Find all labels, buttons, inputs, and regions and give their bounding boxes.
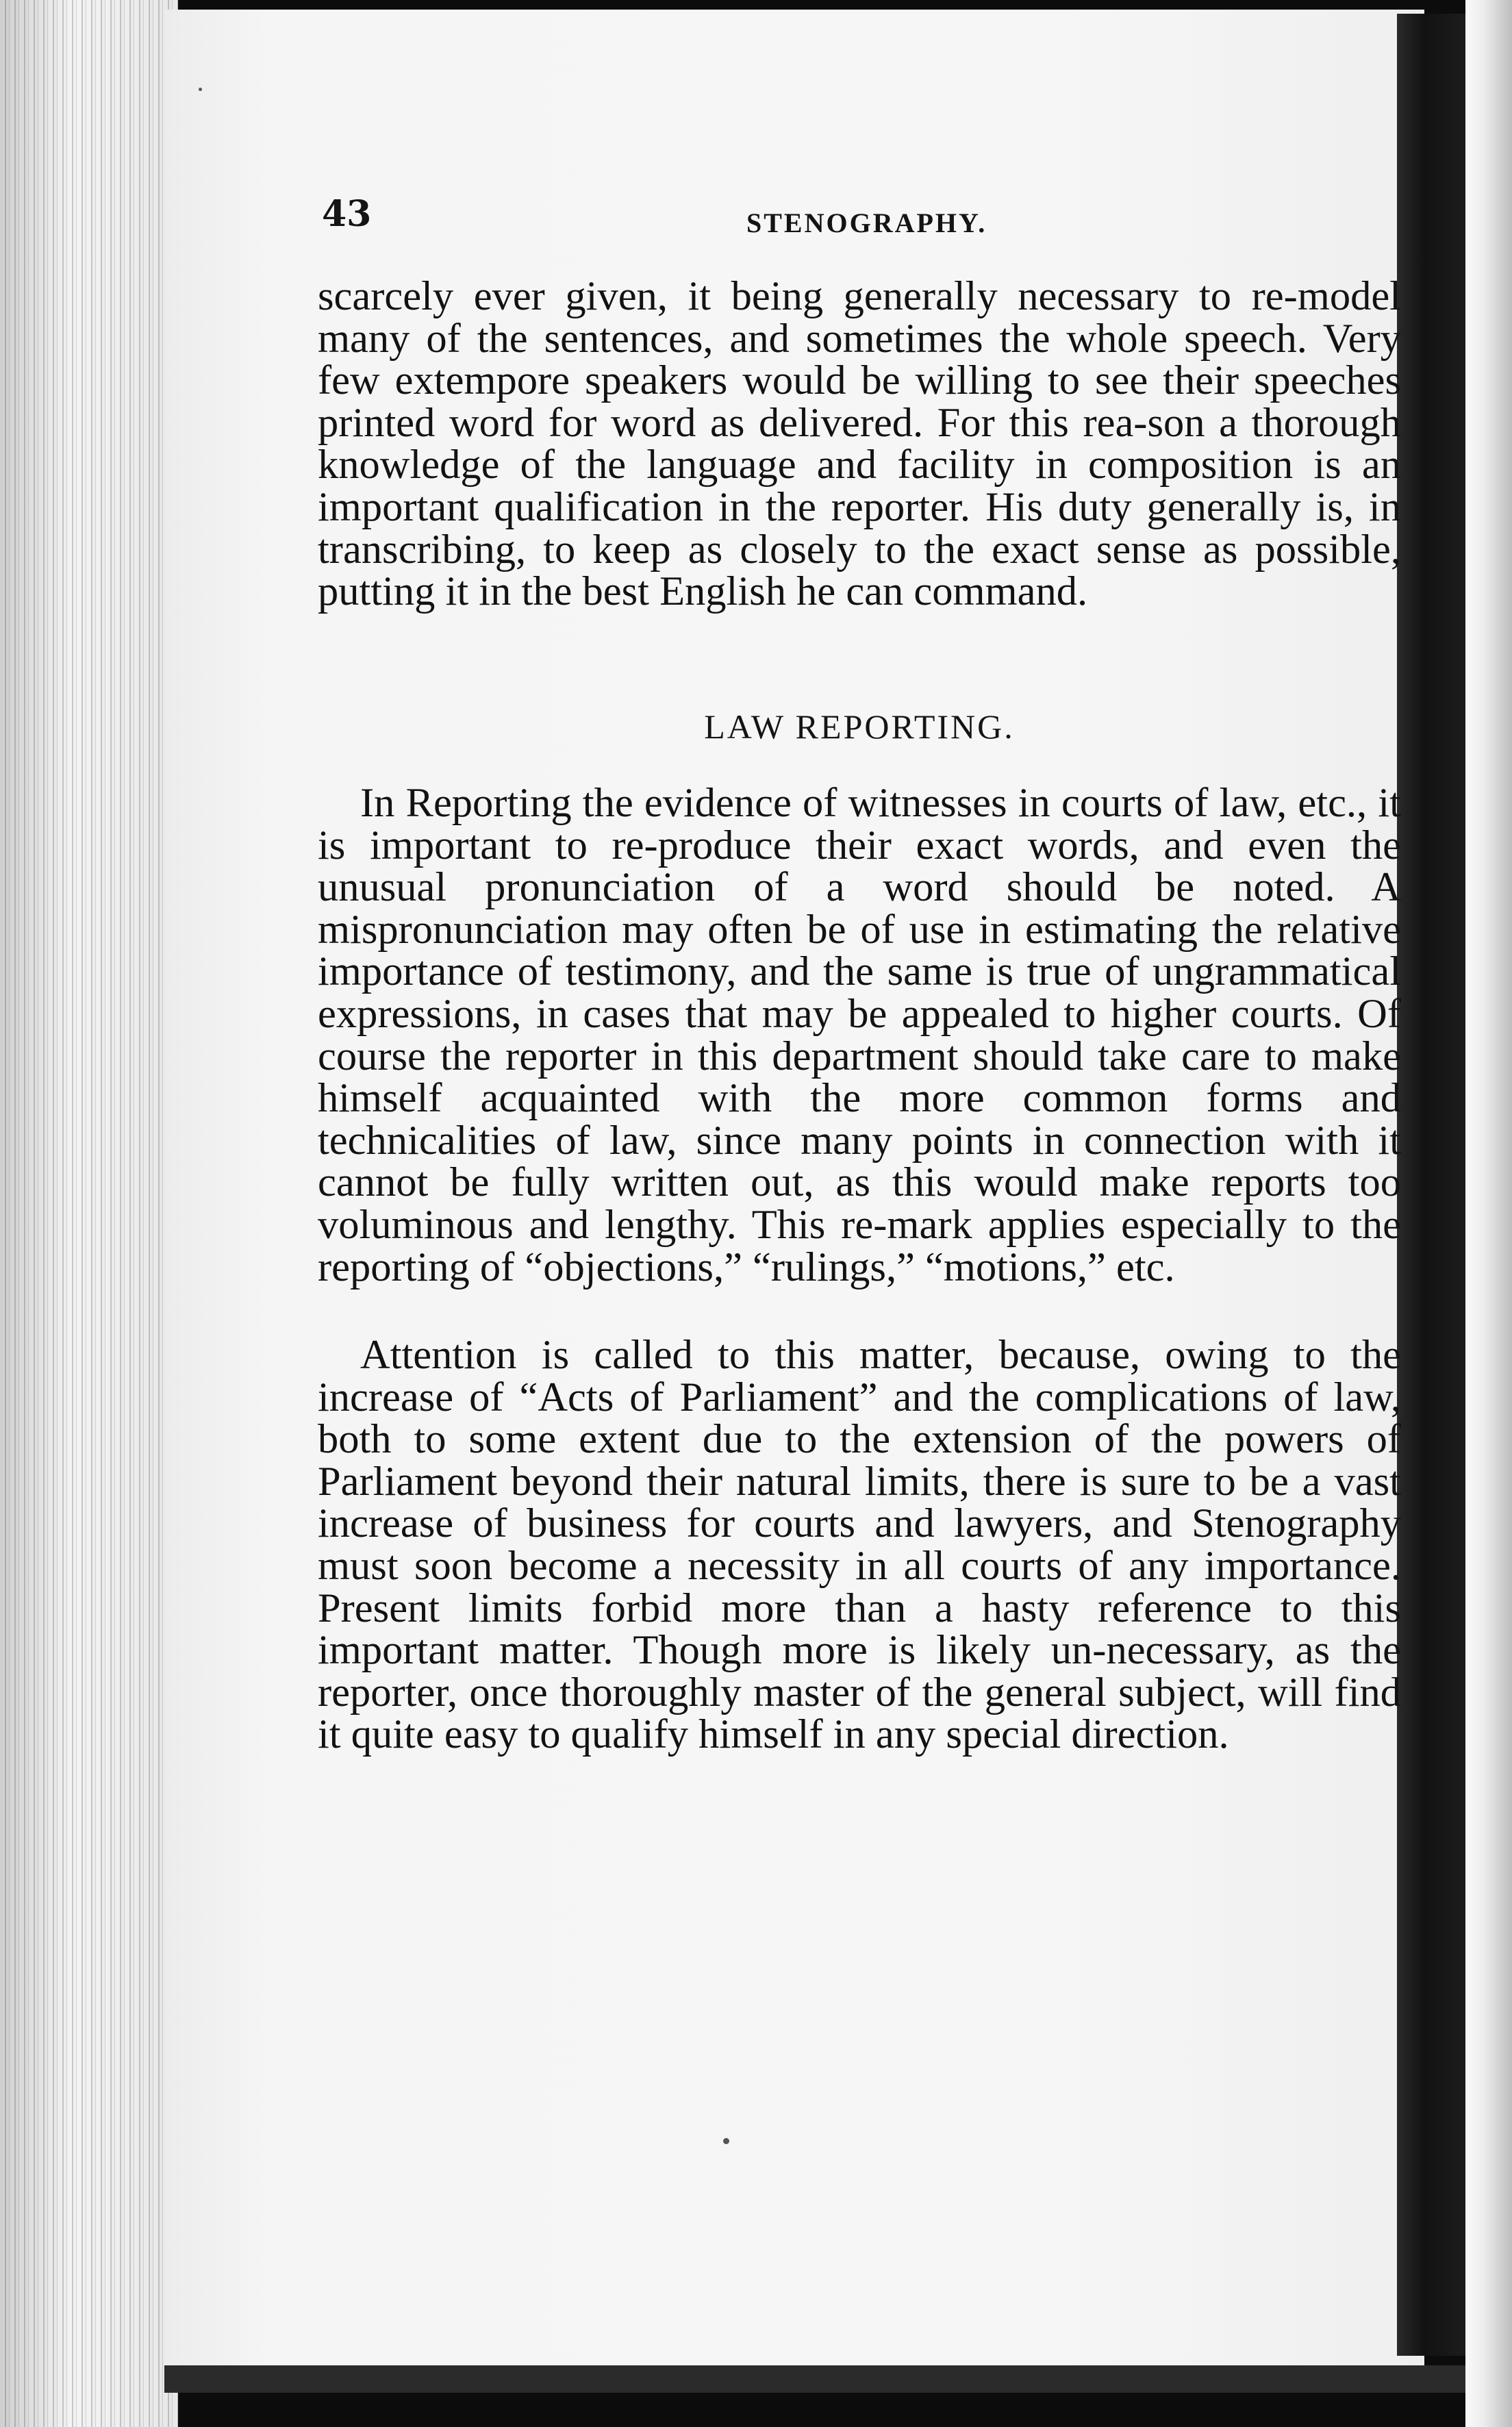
running-title: STENOGRAPHY. [746, 208, 987, 238]
paragraph-3-text: Attention is called to this matter, because, owing to the increase of “Acts of Parliament” and the complications of law, both to some extent due to the extension of the powers of Parliament beyond their natural limits, there is sure to be a vast increase of business for courts and lawyers, and Stenography must soon become a necessity in all courts of any importance. Present limits forbid more than a hasty reference to this important matter. Though more is likely un-necessary, as the reporter, once thoroughly master of the general subject, will find it quite easy to qualify himself in any special direction. [318, 1332, 1401, 1758]
page-bottom-edge [164, 2365, 1465, 2393]
paragraph-2-text: In Reporting the evidence of witnesses in courts of law, etc., it is important to re-produce their exact words, and even the unusual pronunciation of a word should be noted. A mispronunciation may often be of use in estimating the relative importance of testimony, and the same is true of ungrammatical expressions, in cases that may be appealed to higher courts. Of course the reporter in this department should take care to make himself acquainted with the more common forms and technicalities of law, since many points in connection with it cannot be fully written out, as this would make reports too voluminous and lengthy. This re-mark applies especially to the reporting of “objections,” “rulings,” “motions,” etc. [318, 780, 1401, 1290]
paragraph-3 [318, 1334, 1401, 1756]
paragraph-1 [318, 275, 1401, 613]
facing-page-edge [1465, 0, 1512, 2427]
page-edges-shadow [0, 0, 178, 2427]
section-heading: LAW REPORTING. [704, 707, 1015, 746]
running-head [322, 193, 1431, 241]
paper-speck [199, 88, 202, 91]
paragraph-1-text: scarcely ever given, it being generally necessary to re-model many of the sentences, and sometimes the whole speech. Very few extempore speakers would be willing to see their speeches printed word for word as delivered. For this rea-son a thorough knowledge of the language and facility in composition is an important qualification in the reporter. His duty generally is, in transcribing, to keep as closely to the exact sense as possible, putting it in the best English he can command. [318, 273, 1401, 615]
paper-speck [723, 2138, 729, 2144]
book-binding-shadow [1397, 14, 1465, 2356]
paragraph-2 [318, 782, 1401, 1288]
page-number: 43 [322, 193, 372, 235]
